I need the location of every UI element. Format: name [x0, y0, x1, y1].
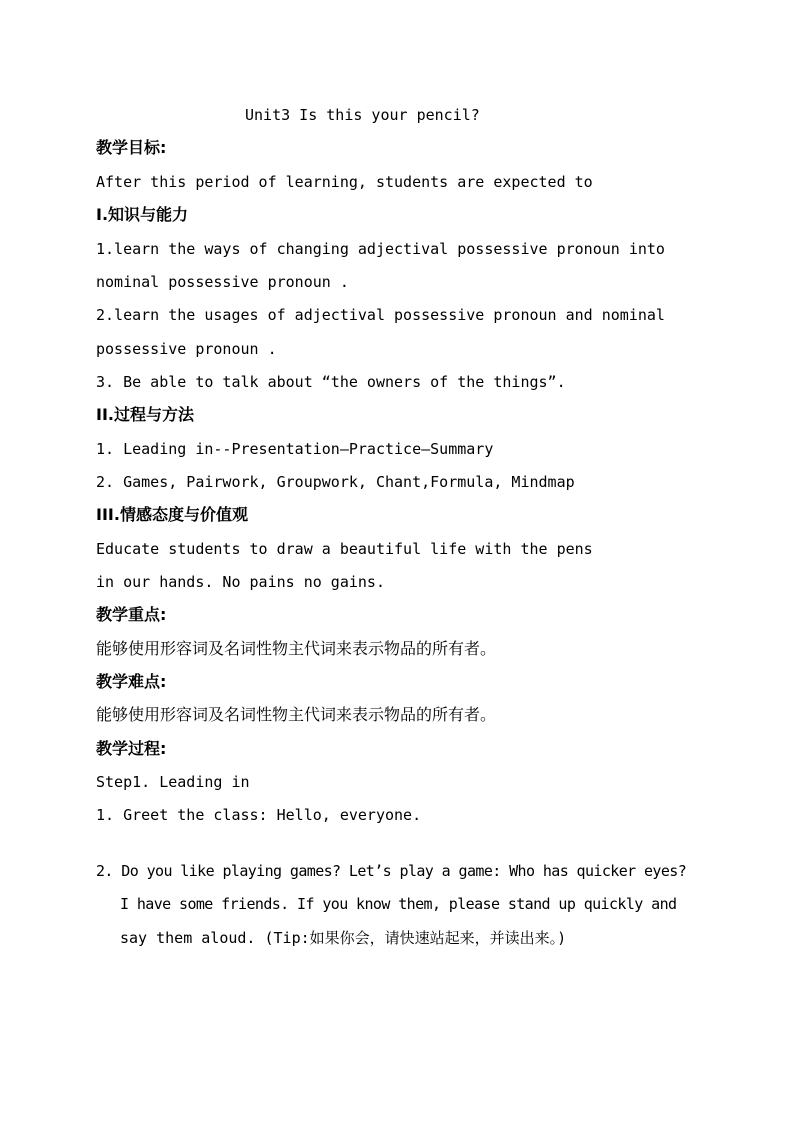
teaching-process-heading: 教学过程: [96, 739, 167, 758]
process-methods-item2: 2. Games, Pairwork, Groupwork, Chant,Formula, Mindmap [96, 473, 575, 491]
emotions-heading: III.情感态度与价值观 [96, 505, 248, 524]
key-points-text: 能够使用形容词及名词性物主代词来表示物品的所有者。 [96, 639, 497, 658]
difficult-points-text: 能够使用形容词及名词性物主代词来表示物品的所有者。 [96, 705, 497, 724]
teaching-process-item2-line3: say them aloud. (Tip:如果你会，请快速站起来，并读出来。) [120, 929, 567, 947]
knowledge-item3: 3. Be able to talk about “the owners of the things”. [96, 373, 566, 391]
teaching-process-item2-line1: 2. Do you like playing games? Let’s play a game: Who has quicker eyes? [96, 862, 687, 880]
process-methods-item1: 1. Leading in--Presentation—Practice—Summary [96, 440, 494, 458]
objectives-heading: 教学目标: [96, 138, 167, 157]
knowledge-item2-line2: possessive pronoun . [96, 340, 277, 358]
key-points-heading: 教学重点: [96, 605, 167, 624]
teaching-process-item2-line2: I have some friends. If you know them, please stand up quickly and [120, 895, 677, 913]
emotions-line1: Educate students to draw a beautiful life with the pens [96, 540, 593, 558]
teaching-process-step1: Step1. Leading in [96, 773, 250, 791]
objectives-intro: After this period of learning, students are expected to [96, 173, 593, 191]
teaching-process-item1: 1. Greet the class: Hello, everyone. [96, 806, 422, 824]
knowledge-item1-line2: nominal possessive pronoun . [96, 273, 349, 291]
knowledge-item2-line1: 2.learn the usages of adjectival possessive pronoun and nominal [96, 306, 665, 324]
difficult-points-heading: 教学难点: [96, 672, 167, 691]
emotions-line2: in our hands. No pains no gains. [96, 573, 385, 591]
knowledge-item1-line1: 1.learn the ways of changing adjectival possessive pronoun into [96, 240, 665, 258]
process-methods-heading: II.过程与方法 [96, 405, 194, 424]
document-title: Unit3 Is this your pencil? [245, 106, 480, 124]
knowledge-heading: I.知识与能力 [96, 205, 189, 224]
